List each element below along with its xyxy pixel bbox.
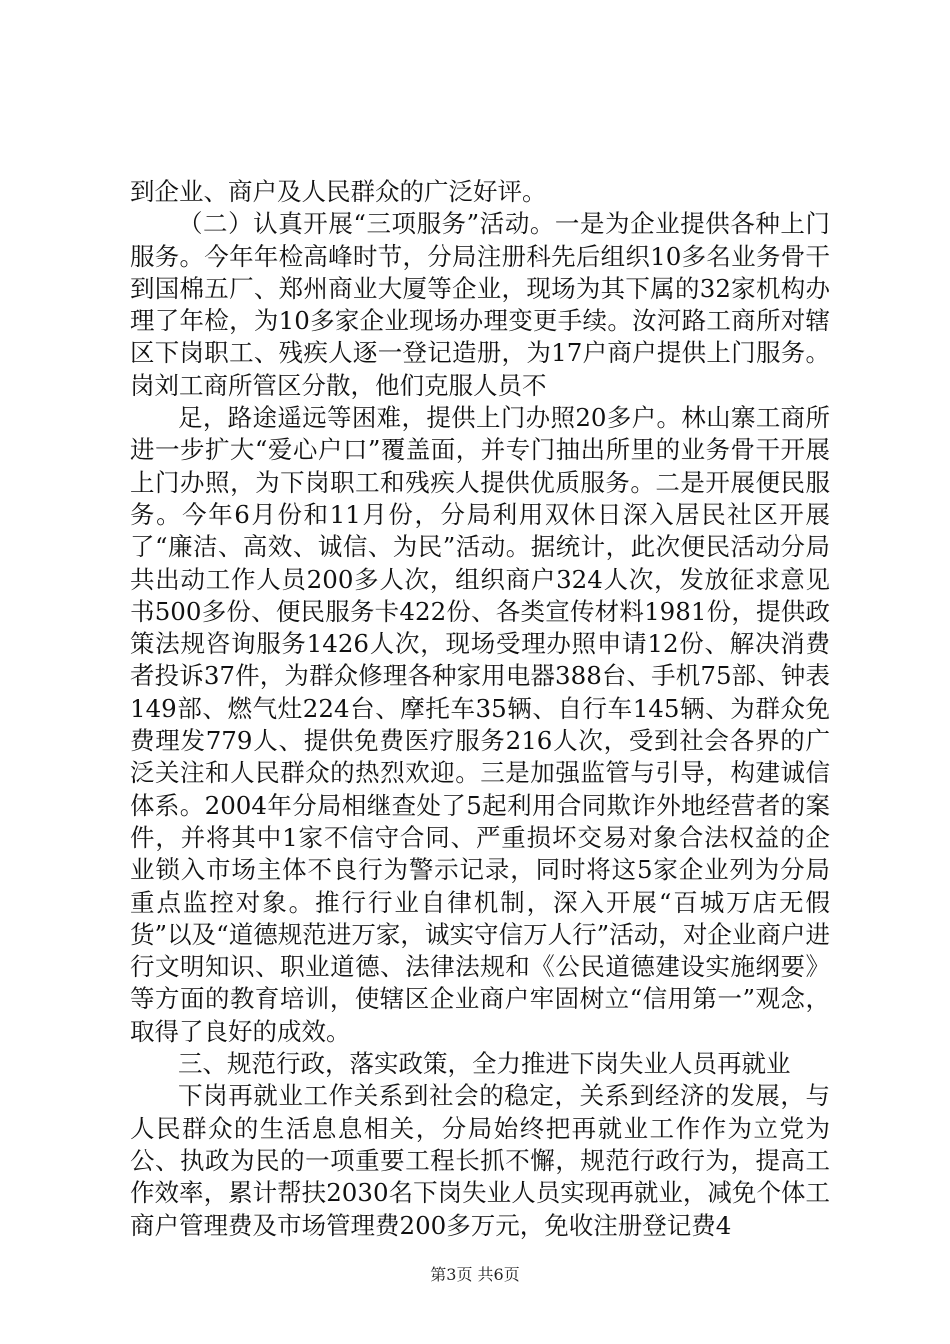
section-heading-reemployment: 三、规范行政，落实政策，全力推进下岗失业人员再就业 [178, 1049, 791, 1079]
page-number-footer: 第3页 共6页 [430, 1265, 520, 1284]
document-body [130, 176, 830, 1242]
paragraph-three-services: （二）认真开展“三项服务”活动。一是为企业提供各种上门服务。今年年检高峰时节，分局注册科先后组织10多名业务骨干到国棉五厂、郑州商业大厦等企业，现场为其下属的32家机构办理了年检，为10多家企业现场办理变更手续。汝河路工商所对辖区下岗职工、残疾人逐一登记造册，为17户商户提供上门服务。岗刘工商所管区分散，他们克服人员不 [130, 209, 830, 400]
paragraph-continuation: 到企业、商户及人民群众的广泛好评。 [130, 177, 547, 206]
paragraph-reemployment: 下岗再就业工作关系到社会的稳定，关系到经济的发展，与人民群众的生活息息相关，分局始终把再就业工作作为立党为公、执政为民的一项重要工程长抓不懈，规范行政行为，提高工作效率，累计帮扶2030名下岗失业人员实现再就业，减免个体工商户管理费及市场管理费200多万元，免收注册登记费4 [130, 1081, 830, 1240]
paragraph-convenience-services: 足，路途遥远等困难，提供上门办照20多户。林山寨工商所进一步扩大“爱心户口”覆盖面，并专门抽出所里的业务骨干开展上门办照，为下岗职工和残疾人提供优质服务。二是开展便民服务。今年6月份和11月份，分局利用双休日深入居民社区开展了“廉洁、高效、诚信、为民”活动。据统计，此次便民活动分局共出动工作人员200多人次，组织商户324人次，发放征求意见书500多份、便民服务卡422份、各类宣传材料1981份，提供政策法规咨询服务1426人次，现场受理办照申请12份、解决消费者投诉37件，为群众修理各种家用电器388台、手机75部、钟表149部、燃气灶224台、摩托车35辆、自行车145辆、为群众免费理发779人、提供免费医疗服务216人次，受到社会各界的广泛关注和人民群众的热烈欢迎。三是加强监管与引导，构建诚信体系。2004年分局相继查处了5起利用合同欺诈外地经营者的案件，并将其中1家不信守合同、严重损坏交易对象合法权益的企业锁入市场主体不良行为警示记录，同时将这5家企业列为分局重点监控对象。推行行业自律机制，深入开展“百城万店无假货”以及“道德规范进万家，诚实守信万人行”活动，对企业商户进行文明知识、职业道德、法律法规和《公民道德建设实施纲要》等方面的教育培训，使辖区企业商户牢固树立“信用第一”观念，取得了良好的成效。 [130, 403, 830, 1046]
